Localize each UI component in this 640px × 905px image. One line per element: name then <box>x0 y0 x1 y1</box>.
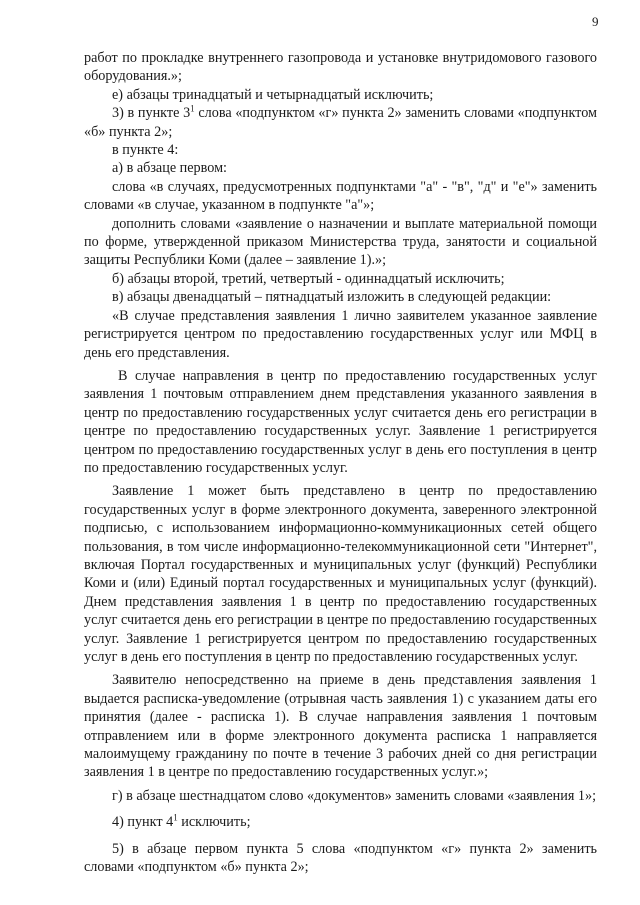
text-run: исключить; <box>177 814 251 831</box>
paragraph <box>84 178 597 215</box>
text-run: В случае направления в центр по предоставлению государственных услуг заявления 1 почтовым отправлением днем представления указанного заявления в центр по предоставлению государственных услуг считается день его регистрации в центре по предоставлению государственных услуг. Заявление 1 регистрируется центром по предоставлению государственных услуг в день его поступления в центр по предоставлению государственных услуг. <box>84 367 597 476</box>
text-run: г) в абзаце шестнадцатом слово «документов» заменить словами «заявления 1»; <box>112 787 597 804</box>
paragraph <box>84 307 597 362</box>
text-run: дополнить словами «заявление о назначении и выплате материальной помощи по форме, утвержденной приказом Министерства труда, занятости и социальной защиты Республики Коми (далее – заявление 1).»; <box>84 215 597 269</box>
text-run: б) абзацы второй, третий, четвертый - одиннадцатый исключить; <box>112 270 505 287</box>
paragraph <box>84 482 597 666</box>
text-run: 5) в абзаце первом пункта 5 слова «подпунктом «г» пункта 2» заменить словами «подпунктом «б» пункта 2»; <box>84 840 597 876</box>
text-run: «В случае представления заявления 1 лично заявителем указанное заявление регистрируется центром по предоставлению государственных услуг или МФЦ в день его представления. <box>84 307 597 361</box>
text-run: 3) в пункте 3 <box>112 105 191 122</box>
page-number: 9 <box>592 14 599 29</box>
text-run: работ по прокладке внутреннего газопровода и установке внутридомового газового оборудования.»; <box>84 50 597 85</box>
paragraph <box>84 840 597 877</box>
text-run: а) в абзаце первом: <box>112 160 227 177</box>
text-run: Заявление 1 может быть представлено в центр по предоставлению государственных услуг в форме электронного документа, заверенного электронной подписью, с использованием информационно-коммуникационных сетей общего пользования, в том числе информационно-телекоммуникационной сети "Интернет", включая Портал государственных и муниципальных услуг (функций) Республики Коми и (или) Единый портал государственных и муниципальных услуг (функций). Днем представления заявления 1 в центр по предоставлению государственных услуг считается день его регистрации в центре по предоставлению государственных услуг. Заявление 1 регистрируется центром по предоставлению государственных услуг в день его поступления в центр по предоставлению государственных услуг. <box>84 483 597 665</box>
paragraph <box>84 49 597 86</box>
paragraph <box>84 104 597 141</box>
text-run: слова «в случаях, предусмотренных подпунктами "а" - "в", "д" и "е"» заменить словами «в случае, указанном в подпункте "а"»; <box>84 178 597 214</box>
text-run: Заявителю непосредственно на приеме в день представления заявления 1 выдается расписка-уведомление (отрывная часть заявления 1) с указанием даты его принятия (далее - расписка 1). В случае направления заявления 1 почтовым отправлением или в форме электронного документа расписка 1 направляется малоимущему гражданину по почте в течение 3 рабочих дней со дня регистрации заявления 1 в центре по предоставлению государственных услуг.»; <box>84 672 597 781</box>
paragraph <box>84 813 597 831</box>
paragraph <box>84 159 597 177</box>
paragraph <box>84 367 597 477</box>
text-run: в) абзацы двенадцатый – пятнадцатый изложить в следующей редакции: <box>112 289 552 306</box>
text-run: 4) пункт 4 <box>112 814 174 831</box>
paragraph <box>84 215 597 270</box>
paragraph <box>84 86 597 104</box>
document-body <box>84 49 597 876</box>
superscript: 1 <box>190 103 195 114</box>
paragraph <box>84 270 597 288</box>
text-run: е) абзацы тринадцатый и четырнадцатый исключить; <box>112 86 434 103</box>
superscript: 1 <box>173 812 178 823</box>
text-run: в пункте 4: <box>112 142 179 159</box>
paragraph <box>84 141 597 159</box>
paragraph <box>84 671 597 781</box>
text-run: слова «подпунктом «г» пункта 2» заменить словами «подпунктом «б» пункта 2»; <box>84 105 597 140</box>
paragraph <box>84 787 597 805</box>
paragraph <box>84 288 597 306</box>
